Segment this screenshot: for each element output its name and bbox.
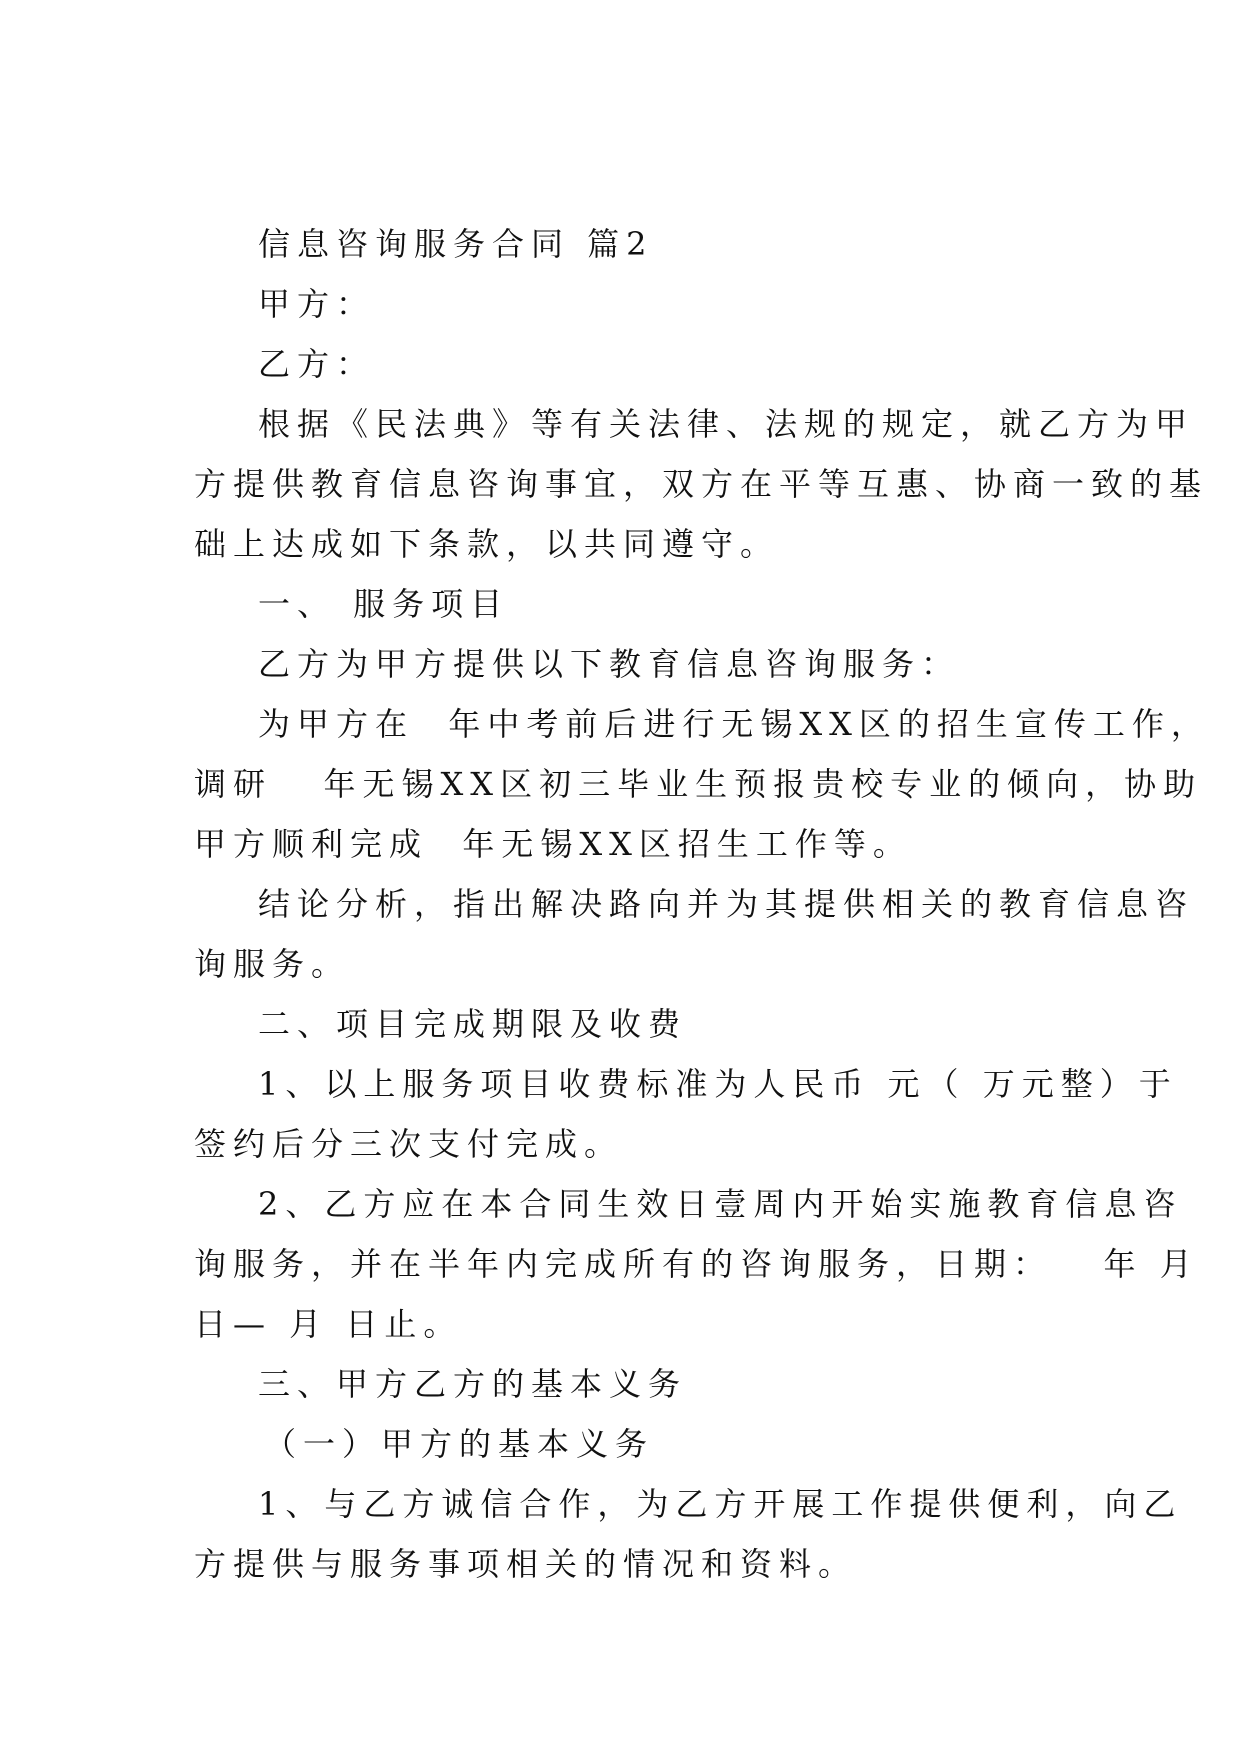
party-b-label: 乙方：	[258, 345, 376, 383]
preamble-line: 础上达成如下条款，以共同遵守。	[194, 525, 780, 563]
preamble-line: 方提供教育信息咨询事宜，双方在平等互惠、协商一致的基	[194, 465, 1209, 503]
clause-line: 日— 月 日止。	[194, 1305, 463, 1343]
preamble-line: 根据《民法典》等有关法律、法规的规定，就乙方为甲	[258, 405, 1195, 443]
party-a-label: 甲方：	[258, 285, 376, 323]
paragraph-line: 乙方为甲方提供以下教育信息咨询服务：	[258, 645, 961, 683]
paragraph-line: 调研 年无锡XX区初三毕业生预报贵校专业的倾向，协助	[194, 765, 1203, 803]
section-heading: 三、甲方乙方的基本义务	[258, 1365, 688, 1403]
clause-line: 方提供与服务事项相关的情况和资料。	[194, 1545, 858, 1583]
contract-title: 信息咨询服务合同 篇2	[258, 225, 654, 263]
section-heading: 一、 服务项目	[258, 585, 510, 623]
subsection-heading: （一）甲方的基本义务	[264, 1425, 655, 1463]
paragraph-line: 结论分析，指出解决路向并为其提供相关的教育信息咨	[258, 885, 1195, 923]
paragraph-line: 询服务。	[194, 945, 351, 983]
contract-body	[194, 214, 1210, 1594]
paragraph-line: 甲方顺利完成 年无锡XX区招生工作等。	[194, 825, 912, 863]
clause-line: 询服务，并在半年内完成所有的咨询服务，日期： 年 月	[194, 1245, 1199, 1283]
section-heading: 二、项目完成期限及收费	[258, 1005, 688, 1043]
clause-line: 2、乙方应在本合同生效日壹周内开始实施教育信息咨	[258, 1185, 1183, 1223]
paragraph-line: 为甲方在 年中考前后进行无锡XX区的招生宣传工作，	[258, 705, 1210, 743]
clause-line: 签约后分三次支付完成。	[194, 1125, 624, 1163]
clause-line: 1、以上服务项目收费标准为人民币 元（ 万元整）于	[258, 1065, 1178, 1103]
clause-line: 1、与乙方诚信合作，为乙方开展工作提供便利，向乙	[258, 1485, 1183, 1523]
